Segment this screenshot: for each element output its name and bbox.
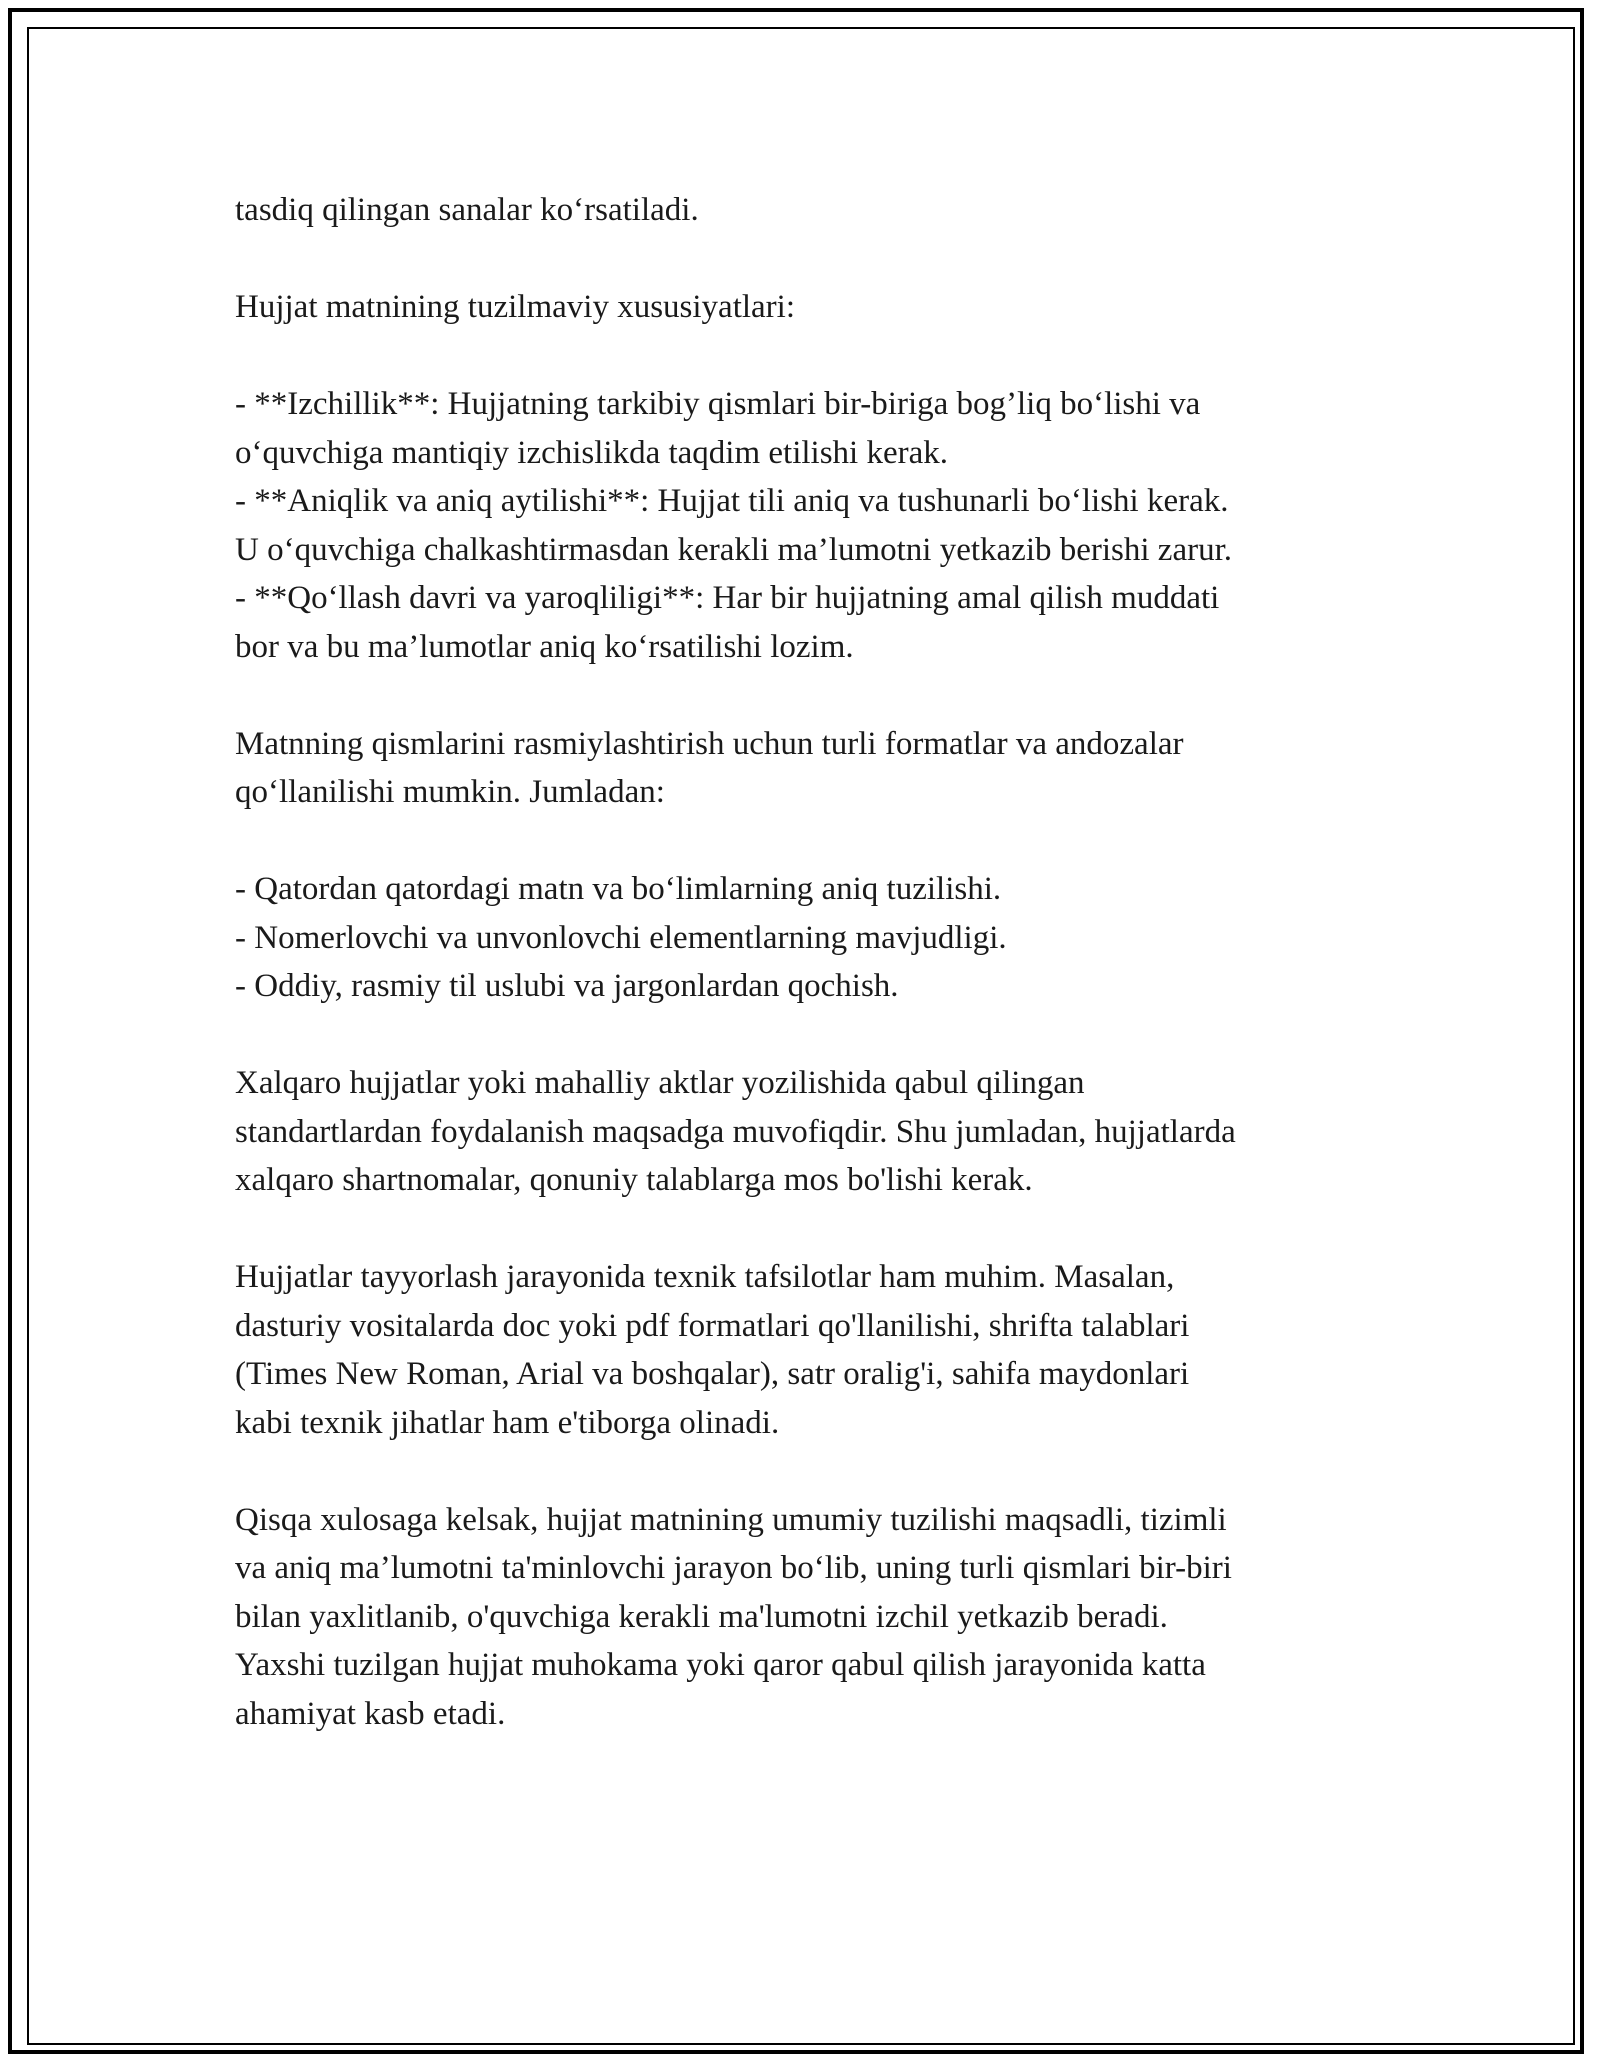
paragraph-formats-list bbox=[235, 865, 1375, 1011]
text-line: - **Qo‘llash davri va yaroqliligi**: Har bir hujjatning amal qilish muddati bbox=[235, 580, 1220, 616]
text-line: Yaxshi tuzilgan hujjat muhokama yoki qaror qabul qilish jarayonida katta bbox=[235, 1647, 1206, 1683]
paragraph-features-heading bbox=[235, 283, 1375, 332]
text-line: ahamiyat kasb etadi. bbox=[235, 1695, 506, 1732]
paragraph-features-list bbox=[235, 380, 1375, 671]
text-line: - Qatordan qatordagi matn va bo‘limlarning aniq tuzilishi. bbox=[235, 871, 1002, 907]
text-line: U o‘quvchiga chalkashtirmasdan kerakli ma’lumotni yetkazib berishi zarur. bbox=[235, 531, 1233, 568]
text-line: xalqaro shartnomalar, qonuniy talablarga mos bo'lishi kerak. bbox=[235, 1162, 1033, 1198]
text-line: tasdiq qilingan sanalar ko‘rsatiladi. bbox=[235, 192, 699, 228]
paragraph-international bbox=[235, 1059, 1375, 1205]
paragraph-technical bbox=[235, 1253, 1375, 1447]
text-line: - Nomerlovchi va unvonlovchi elementlarning mavjudligi. bbox=[235, 919, 1007, 956]
text-line: Hujjat matnining tuzilmaviy xususiyatlari: bbox=[235, 289, 796, 325]
text-line: Xalqaro hujjatlar yoki mahalliy aktlar yozilishida qabul qilingan bbox=[235, 1065, 1085, 1101]
text-line: dasturiy vositalarda doc yoki pdf formatlari qo'llanilishi, shrifta talablari bbox=[235, 1307, 1190, 1344]
text-line: (Times New Roman, Arial va boshqalar), satr oralig'i, sahifa maydonlari bbox=[235, 1356, 1190, 1392]
text-line: - **Aniqlik va aniq aytilishi**: Hujjat tili aniq va tushunarli bo‘lishi kerak. bbox=[235, 483, 1229, 519]
text-line: Qisqa xulosaga kelsak, hujjat matnining umumiy tuzilishi maqsadli, tizimli bbox=[235, 1501, 1227, 1538]
text-line: bor va bu ma’lumotlar aniq ko‘rsatilishi lozim. bbox=[235, 628, 854, 665]
document-body bbox=[235, 186, 1375, 1787]
text-line: - Oddiy, rasmiy til uslubi va jargonlardan qochish. bbox=[235, 968, 899, 1004]
paragraph-conclusion bbox=[235, 1496, 1375, 1739]
text-line: va aniq ma’lumotni ta'minlovchi jarayon bo‘lib, uning turli qismlari bir-biri bbox=[235, 1550, 1232, 1586]
text-line: bilan yaxlitlanib, o'quvchiga kerakli ma'lumotni izchil yetkazib beradi. bbox=[235, 1598, 1168, 1635]
text-line: - **Izchillik**: Hujjatning tarkibiy qismlari bir-biriga bog’liq bo‘lishi va bbox=[235, 386, 1201, 422]
text-line: qo‘llanilishi mumkin. Jumladan: bbox=[235, 774, 665, 810]
paragraph-intro-fragment bbox=[235, 186, 1375, 235]
text-line: kabi texnik jihatlar ham e'tiborga olinadi. bbox=[235, 1404, 780, 1441]
text-line: Matnning qismlarini rasmiylashtirish uchun turli formatlar va andozalar bbox=[235, 725, 1184, 762]
text-line: Hujjatlar tayyorlash jarayonida texnik tafsilotlar ham muhim. Masalan, bbox=[235, 1259, 1175, 1295]
text-line: standartlardan foydalanish maqsadga muvofiqdir. Shu jumladan, hujjatlarda bbox=[235, 1113, 1236, 1150]
paragraph-formats bbox=[235, 720, 1375, 817]
text-line: o‘quvchiga mantiqiy izchislikda taqdim etilishi kerak. bbox=[235, 434, 948, 471]
